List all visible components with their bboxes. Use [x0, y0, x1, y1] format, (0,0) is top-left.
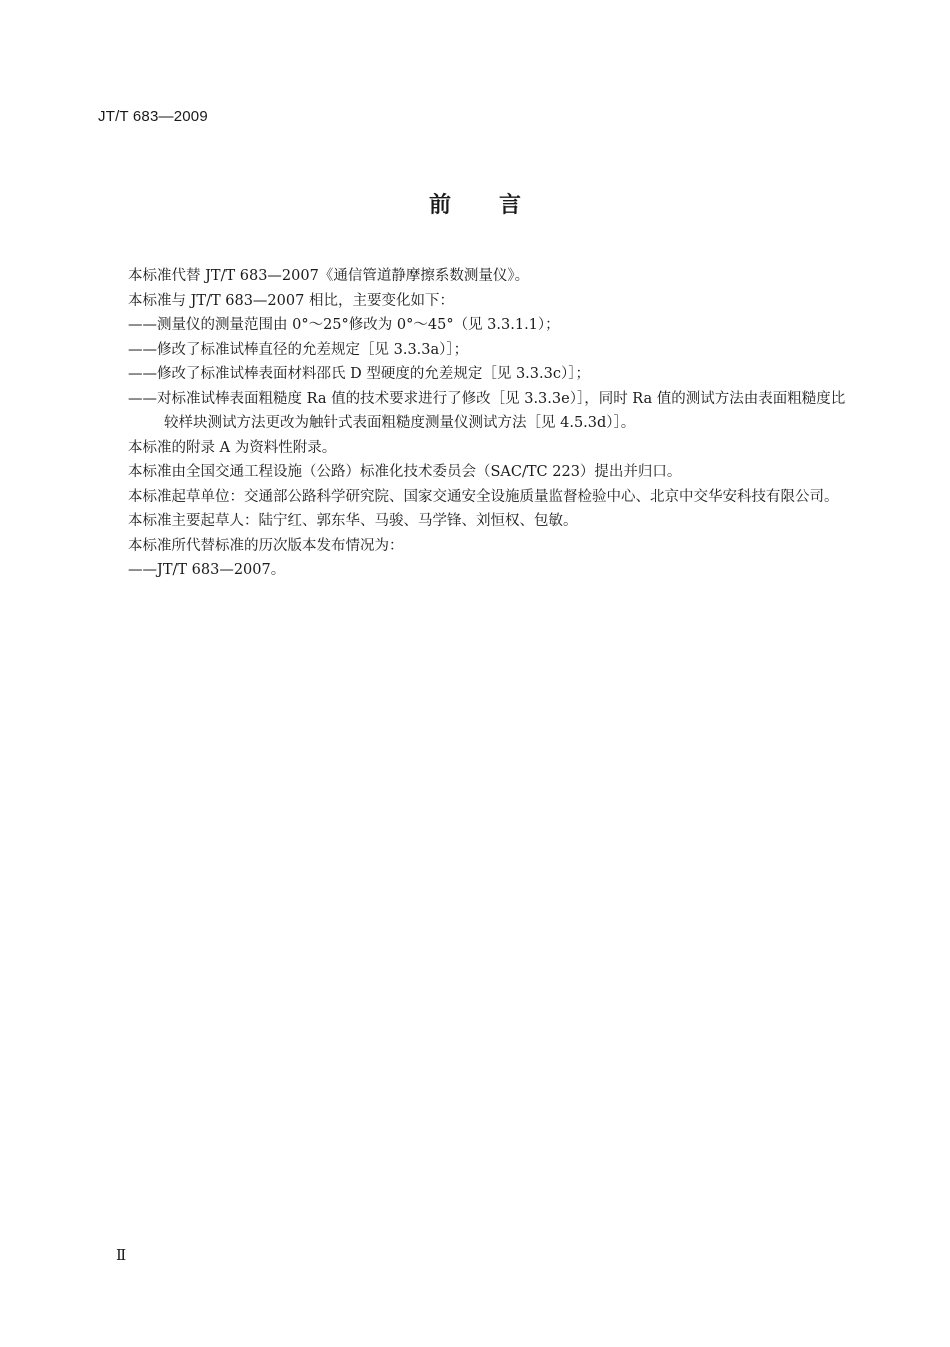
paragraph-appendix: 本标准的附录 A 为资料性附录。: [128, 439, 337, 456]
page-title: 前言: [428, 193, 569, 218]
document-code: JT/T 683—2009: [98, 108, 208, 125]
paragraph-proposed-by: 本标准由全国交通工程设施（公路）标准化技术委员会（SAC/TC 223）提出并归口。: [128, 464, 682, 480]
paragraph-replaces: 本标准代替 JT/T 683—2007《通信管道静摩擦系数测量仪》。: [128, 268, 530, 284]
history-item: ——JT/T 683—2007。: [128, 562, 286, 578]
paragraph-history-intro: 本标准所代替标准的历次版本发布情况为：: [128, 537, 404, 554]
change-item-roughness: ——对标准试棒表面粗糙度 Ra 值的技术要求进行了修改［见 3.3.3e）］，同时 Ra 值的测试方法由表面粗糙度比较样块测试方法更改为触针式表面粗糙度测量仪测试方法［见 4.5.3d）］。: [128, 390, 846, 431]
change-item-hardness: ——修改了标准试棒表面材料邵氏 D 型硬度的允差规定［见 3.3.3c）］；: [128, 366, 590, 382]
paragraph-changes-intro: 本标准与 JT/T 683—2007 相比，主要变化如下：: [128, 292, 454, 309]
change-item-diameter: ——修改了标准试棒直径的允差规定［见 3.3.3a）］；: [128, 341, 469, 358]
foreword-body: [98, 264, 848, 583]
paragraph-drafters: 本标准主要起草人：陆宁红、郭东华、马骏、马学锋、刘恒权、包敏。: [128, 513, 578, 529]
paragraph-drafting-units: 本标准起草单位：交通部公路科学研究院、国家交通安全设施质量监督检验中心、北京中交华安科技有限公司。: [128, 488, 839, 505]
change-item-range: ——测量仪的测量范围由 0°～25°修改为 0°～45°（见 3.3.1.1）；: [128, 317, 560, 333]
page-number: Ⅱ: [116, 1246, 127, 1264]
